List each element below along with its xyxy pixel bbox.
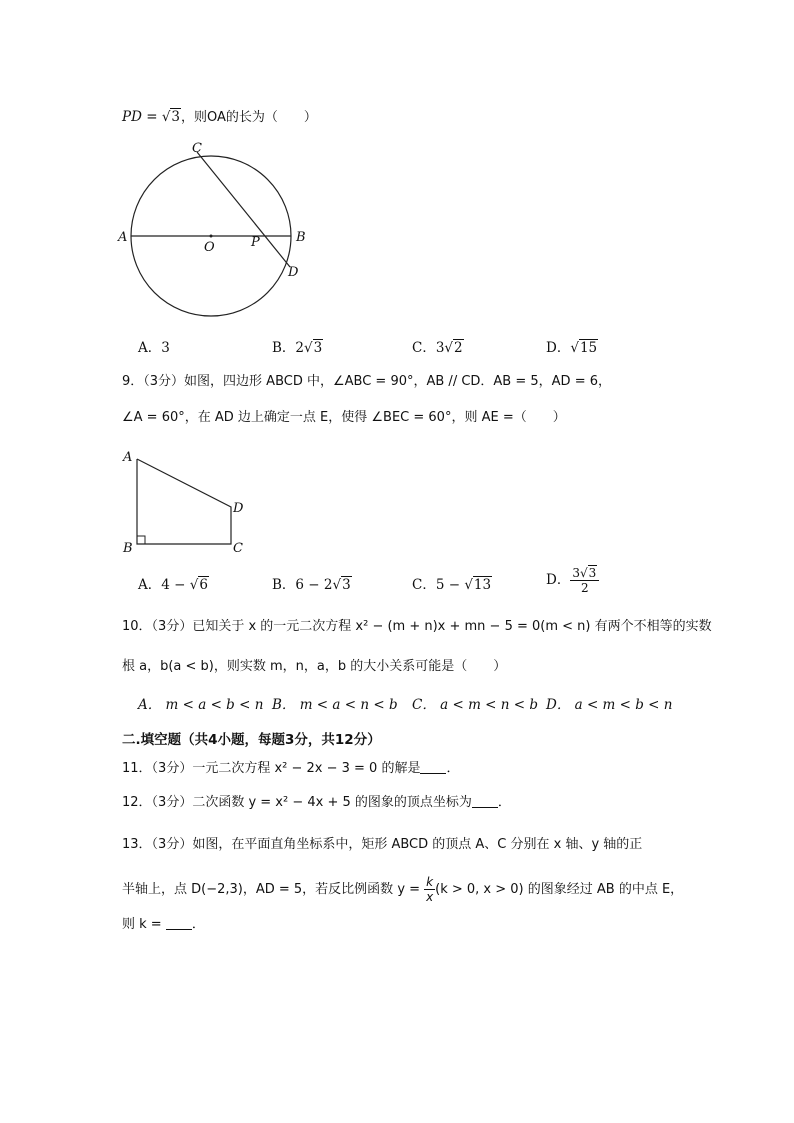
q9-line1: 9．（3分）如图，四边形 ABCD 中，∠ABC = 90°，AB // CD．AB = 5，AD = 6，	[122, 374, 611, 389]
q13-line3: 则 k = ．	[122, 917, 205, 932]
q9-line2: ∠A = 60°，在 AD 边上确定一点 E，使得 ∠BEC = 60°，则 AE =（ ）	[122, 410, 566, 425]
answer-blank[interactable]	[472, 793, 498, 808]
label-c: C	[233, 541, 243, 556]
q10-line2: 根 a，b(a < b)，则实数 m，n，a，b 的大小关系可能是（ ）	[122, 659, 507, 674]
q10-option-b: B． m < a < n < b	[272, 697, 398, 713]
q11: 11．（3分）一元二次方程 x² − 2x − 3 = 0 的解是 ．	[122, 761, 460, 776]
quadrilateral-figure	[115, 444, 260, 559]
q8-option-b: B．2√3	[272, 340, 323, 356]
q10-option-d: D． a < m < b < n	[546, 697, 673, 713]
label-d: D	[288, 265, 299, 280]
q8-option-d: D．√15	[546, 340, 598, 356]
q8-question-text: ，则OA的长为（ ）	[181, 110, 317, 125]
fraction-k-over-x: $\frac{k}{x}$	[426, 875, 434, 904]
answer-blank[interactable]	[420, 759, 446, 774]
circle-figure	[110, 138, 320, 323]
right-angle-mark	[137, 536, 145, 544]
answer-blank[interactable]	[166, 915, 192, 930]
label-c: C	[192, 141, 202, 156]
label-o: O	[204, 240, 215, 255]
q10-line1: 10．（3分）已知关于 x 的一元二次方程 x² − (m + n)x + mn − 5 = 0(m < n) 有两个不相等的实数	[122, 619, 712, 634]
section-title: 二.填空题（共4小题，每题3分，共12分）	[122, 732, 381, 748]
q10-option-a: A． m < a < b < n	[138, 697, 264, 713]
label-p: P	[251, 235, 260, 250]
q10-option-c: C． a < m < n < b	[412, 697, 538, 713]
quad-abcd	[137, 459, 231, 544]
fraction: $\frac{3√3}{2}$	[570, 566, 599, 595]
label-d: D	[233, 501, 244, 516]
label-b: B	[123, 541, 133, 556]
sqrt-expr: √3	[161, 109, 181, 125]
q8-tail	[122, 107, 317, 128]
label-a: A	[118, 230, 128, 245]
q12: 12．（3分）二次函数 y = x² − 4x + 5 的图象的顶点坐标为 ．	[122, 795, 511, 810]
center-point	[210, 235, 213, 238]
q9-option-c: C．5 − √13	[412, 577, 492, 593]
q8-option-a: A．3	[138, 340, 170, 356]
q9-option-d: D． $\frac{3√3}{2}$	[546, 566, 599, 595]
label-a: A	[123, 450, 133, 465]
q9-option-b: B．6 − 2√3	[272, 577, 351, 593]
q8-option-c: C．3√2	[412, 340, 463, 356]
q13-line2: 半轴上，点 D(−2,3)，AD = 5，若反比例函数 y = $\frac{k}{x}$ (k > 0, x > 0) 的图象经过 AB 的中点 E，	[122, 875, 684, 904]
q13-line1: 13．（3分）如图，在平面直角坐标系中，矩形 ABCD 的顶点 A、C 分别在 x 轴、y 轴的正	[122, 837, 643, 852]
q9-option-a: A．4 − √6	[138, 577, 208, 593]
label-b: B	[296, 230, 306, 245]
q8-pd-expr: PD =	[122, 109, 162, 125]
